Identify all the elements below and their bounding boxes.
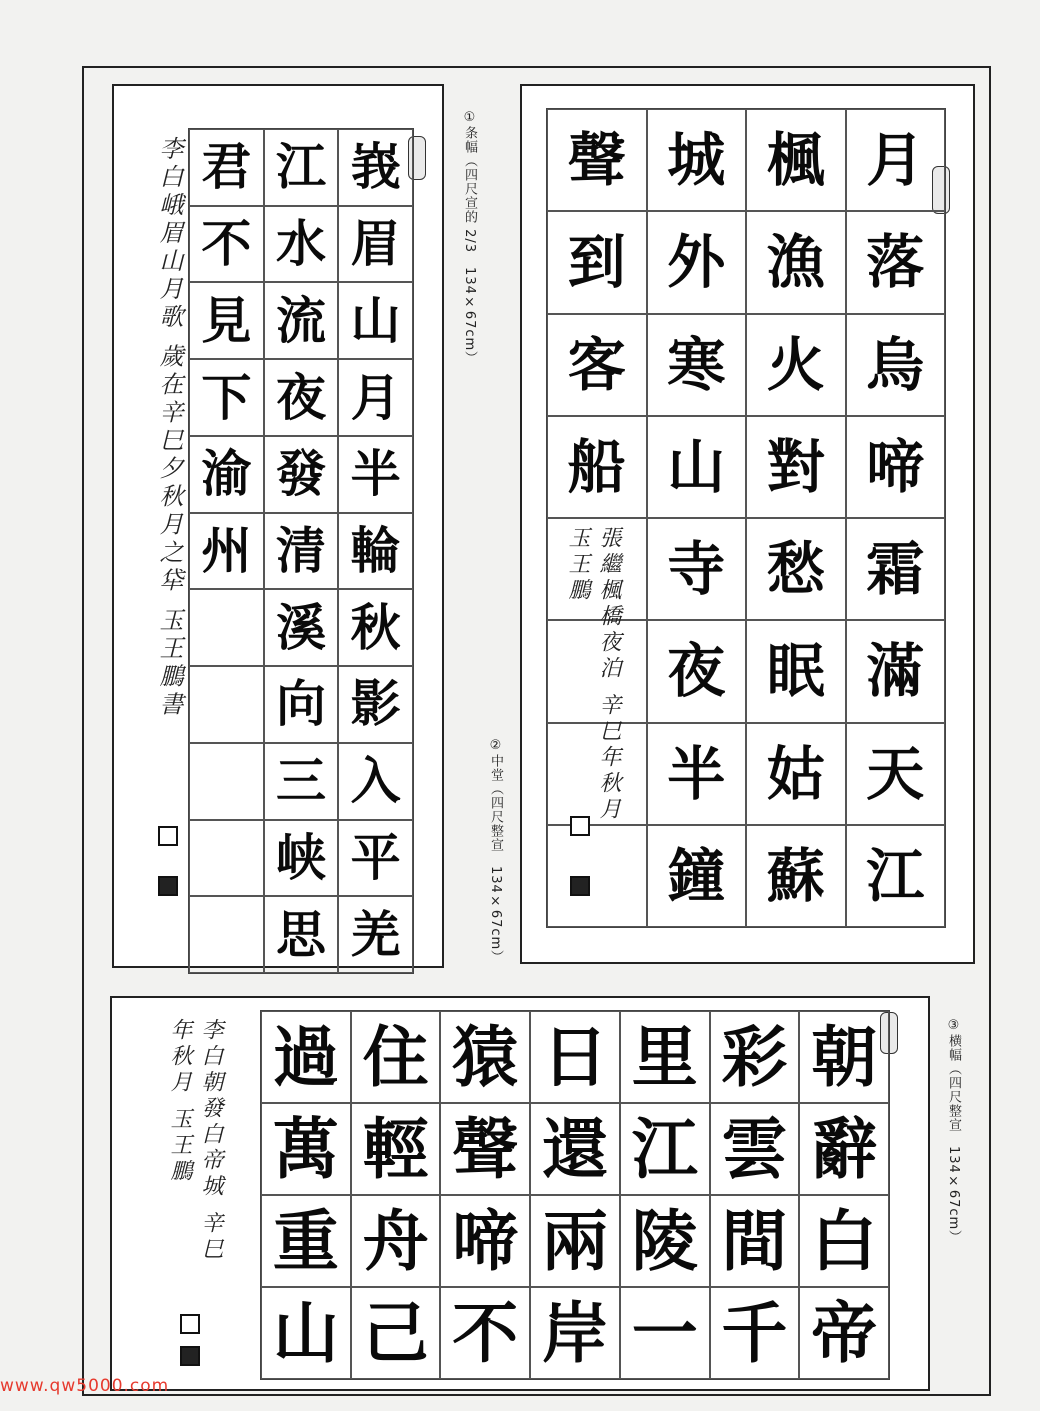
char-cell: 一 — [620, 1287, 710, 1379]
char-cell: 見 — [189, 282, 264, 359]
char-cell: 猿 — [440, 1011, 530, 1103]
char-cell: 三 — [264, 743, 339, 820]
char-cell — [547, 825, 647, 927]
char-cell: 輕 — [351, 1103, 441, 1195]
char-cell: 水 — [264, 206, 339, 283]
char-cell: 陵 — [620, 1195, 710, 1287]
watermark: www.qw5000.com — [0, 1376, 170, 1396]
char-cell: 不 — [189, 206, 264, 283]
char-cell: 蘇 — [746, 825, 846, 927]
char-cell: 船 — [547, 416, 647, 518]
char-cell: 千 — [710, 1287, 800, 1379]
char-cell: 漁 — [746, 211, 846, 313]
char-cell: 秋 — [338, 589, 413, 666]
char-cell: 眠 — [746, 620, 846, 722]
seal-lower — [180, 1346, 200, 1366]
char-cell: 落 — [846, 211, 946, 313]
char-cell: 江 — [620, 1103, 710, 1195]
char-cell: 朝 — [799, 1011, 889, 1103]
grid-tiaofu — [188, 128, 414, 974]
char-cell: 聲 — [547, 109, 647, 211]
seal-upper — [180, 1314, 200, 1334]
char-cell: 兩 — [530, 1195, 620, 1287]
char-cell: 舟 — [351, 1195, 441, 1287]
char-cell: 愁 — [746, 518, 846, 620]
char-cell: 寒 — [647, 314, 747, 416]
char-cell — [189, 589, 264, 666]
char-cell: 山 — [338, 282, 413, 359]
caption-zhongtang: ②中堂（四尺整宣 134×67cm） — [488, 738, 503, 965]
char-cell: 夜 — [647, 620, 747, 722]
char-cell: 輪 — [338, 513, 413, 590]
char-cell: 萬 — [261, 1103, 351, 1195]
char-cell: 渝 — [189, 436, 264, 513]
char-cell: 峩 — [338, 129, 413, 206]
caption-tiaofu: ①条幅（四尺宣的 2/3 134×67cm） — [462, 110, 477, 366]
char-cell: 夜 — [264, 359, 339, 436]
char-cell: 發 — [264, 436, 339, 513]
char-cell: 姑 — [746, 723, 846, 825]
char-cell: 流 — [264, 282, 339, 359]
char-cell — [189, 896, 264, 973]
inscription-tiaofu: 李白峨眉山月歌 歲在辛巳夕秋月之牮 玉王鵬書 — [155, 136, 183, 720]
char-cell: 思 — [264, 896, 339, 973]
char-cell: 外 — [647, 211, 747, 313]
char-cell: 寺 — [647, 518, 747, 620]
char-cell: 啼 — [440, 1195, 530, 1287]
sheet-hengfu — [110, 996, 930, 1391]
char-cell: 清 — [264, 513, 339, 590]
char-cell: 里 — [620, 1011, 710, 1103]
inscription-zhongtang: 張繼楓橋夜泊 辛巳年秋月 玉王鵬 — [565, 526, 621, 823]
char-cell: 向 — [264, 666, 339, 743]
char-cell: 平 — [338, 820, 413, 897]
char-cell: 月 — [338, 359, 413, 436]
char-cell: 天 — [846, 723, 946, 825]
char-cell: 下 — [189, 359, 264, 436]
char-cell: 岸 — [530, 1287, 620, 1379]
char-cell: 半 — [647, 723, 747, 825]
char-cell: 楓 — [746, 109, 846, 211]
char-cell: 到 — [547, 211, 647, 313]
char-cell: 還 — [530, 1103, 620, 1195]
char-cell: 住 — [351, 1011, 441, 1103]
char-cell: 彩 — [710, 1011, 800, 1103]
char-cell: 帝 — [799, 1287, 889, 1379]
sheet-zhongtang — [520, 84, 975, 964]
char-cell: 對 — [746, 416, 846, 518]
char-cell: 烏 — [846, 314, 946, 416]
char-cell: 啼 — [846, 416, 946, 518]
char-cell — [189, 666, 264, 743]
sheet-tiaofu — [112, 84, 444, 968]
char-cell: 己 — [351, 1287, 441, 1379]
char-cell: 江 — [264, 129, 339, 206]
char-cell: 辭 — [799, 1103, 889, 1195]
char-cell — [189, 820, 264, 897]
char-cell: 城 — [647, 109, 747, 211]
char-cell: 日 — [530, 1011, 620, 1103]
char-cell: 火 — [746, 314, 846, 416]
seal-upper — [570, 816, 590, 836]
char-cell: 山 — [261, 1287, 351, 1379]
char-cell: 羌 — [338, 896, 413, 973]
char-cell: 霜 — [846, 518, 946, 620]
char-cell: 溪 — [264, 589, 339, 666]
seal-lower — [158, 876, 178, 896]
char-cell: 入 — [338, 743, 413, 820]
inscription-hengfu: 李白朝發白帝城 辛巳年秋月 玉王鵬 — [167, 1018, 223, 1263]
char-cell: 眉 — [338, 206, 413, 283]
char-cell: 重 — [261, 1195, 351, 1287]
seal-upper — [158, 826, 178, 846]
grid-hengfu — [260, 1010, 890, 1380]
char-cell: 江 — [846, 825, 946, 927]
char-cell: 半 — [338, 436, 413, 513]
char-cell: 州 — [189, 513, 264, 590]
char-cell: 不 — [440, 1287, 530, 1379]
char-cell: 鐘 — [647, 825, 747, 927]
char-cell: 山 — [647, 416, 747, 518]
char-cell: 君 — [189, 129, 264, 206]
char-cell: 客 — [547, 314, 647, 416]
char-cell: 過 — [261, 1011, 351, 1103]
char-cell: 雲 — [710, 1103, 800, 1195]
char-cell: 峡 — [264, 820, 339, 897]
char-cell: 白 — [799, 1195, 889, 1287]
char-cell: 間 — [710, 1195, 800, 1287]
char-cell: 影 — [338, 666, 413, 743]
seal-lower — [570, 876, 590, 896]
char-cell: 滿 — [846, 620, 946, 722]
char-cell: 月 — [846, 109, 946, 211]
char-cell: 聲 — [440, 1103, 530, 1195]
caption-hengfu: ③横幅（四尺整宣 134×67cm） — [946, 1018, 961, 1245]
char-cell — [189, 743, 264, 820]
